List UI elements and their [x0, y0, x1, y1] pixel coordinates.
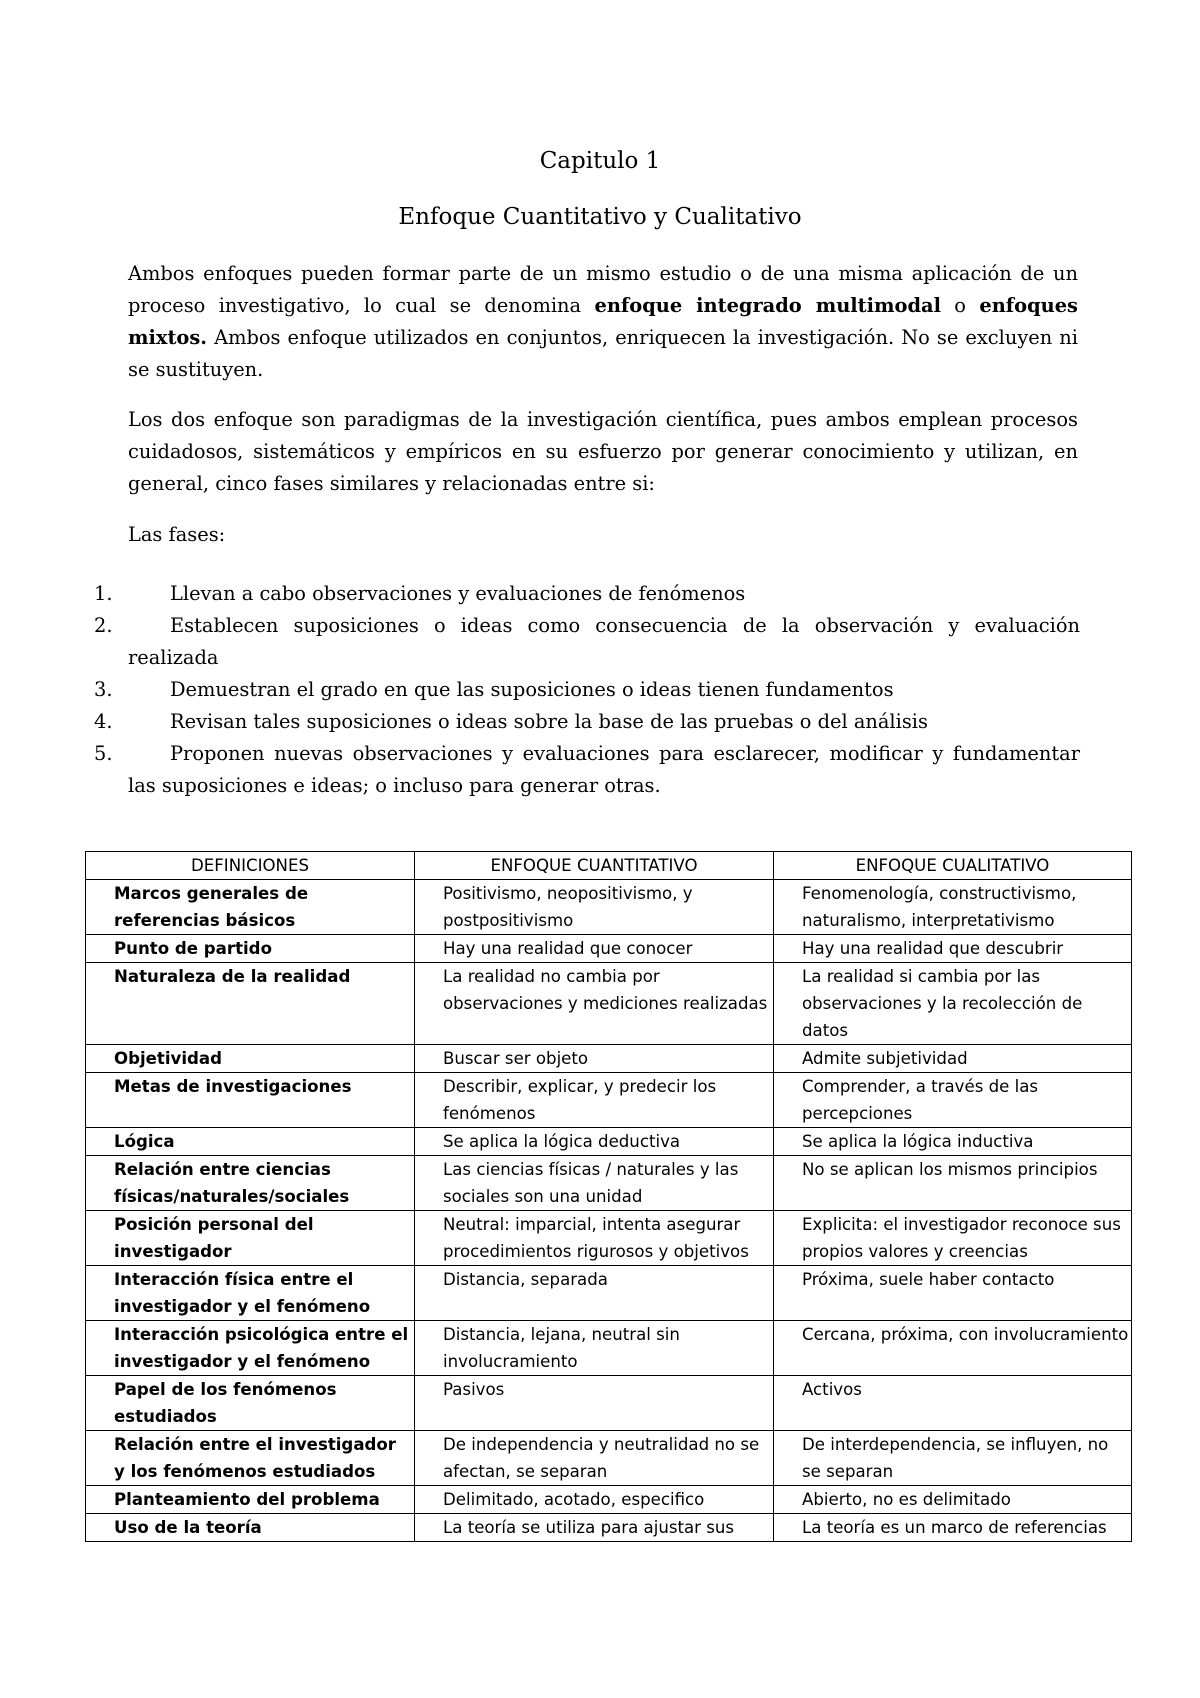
table-row	[86, 935, 1132, 963]
paradigms-paragraph: Los dos enfoque son paradigmas de la investigación científica, pues ambos emplean procesos cuidadosos, sistemáticos y empíricos en su esfuerzo por generar conocimiento y utilizan, en general, cinco fases similares y relacionadas entre si:	[128, 408, 1078, 495]
cell-definition: Objetividad	[86, 1045, 415, 1073]
cell-definition: Papel de los fenómenos estudiados	[86, 1376, 415, 1431]
header-cualitativo: ENFOQUE CUALITATIVO	[774, 852, 1132, 880]
comparison-table	[85, 851, 1132, 1542]
list-item-number: 2.	[94, 614, 113, 637]
intro-paragraph	[128, 258, 1078, 386]
cell-cualitativo: Se aplica la lógica inductiva	[774, 1128, 1132, 1156]
cell-definition: Lógica	[86, 1128, 415, 1156]
phases-label: Las fases:	[128, 523, 226, 546]
cell-definition: Metas de investigaciones	[86, 1073, 415, 1128]
intro-bold-2: enfoques mixtos.	[128, 294, 1078, 349]
section-subtitle: Enfoque Cuantitativo y Cualitativo	[398, 204, 802, 230]
cell-cuantitativo: Neutral: imparcial, intenta asegurar procedimientos rigurosos y objetivos	[415, 1211, 774, 1266]
list-item	[80, 674, 1080, 706]
list-item-text: Revisan tales suposiciones o ideas sobre la base de las pruebas o del análisis	[170, 710, 928, 733]
table-row	[86, 1431, 1132, 1486]
cell-cualitativo: No se aplican los mismos principios	[774, 1156, 1132, 1211]
cell-definition: Punto de partido	[86, 935, 415, 963]
cell-definition: Relación entre el investigador y los fenómenos estudiados	[86, 1431, 415, 1486]
cell-cuantitativo: Positivismo, neopositivismo, y postpositivismo	[415, 880, 774, 935]
cell-cuantitativo: De independencia y neutralidad no se afectan, se separan	[415, 1431, 774, 1486]
table-row	[86, 963, 1132, 1045]
cell-cuantitativo: Hay una realidad que conocer	[415, 935, 774, 963]
table-row	[86, 1266, 1132, 1321]
chapter-title: Capitulo 1	[539, 148, 661, 174]
cell-cuantitativo: Delimitado, acotado, especifico	[415, 1486, 774, 1514]
cell-cualitativo: Explicita: el investigador reconoce sus propios valores y creencias	[774, 1211, 1132, 1266]
cell-cualitativo: Fenomenología, constructivismo, naturalismo, interpretativismo	[774, 880, 1132, 935]
cell-cuantitativo: La realidad no cambia por observaciones y mediciones realizadas	[415, 963, 774, 1045]
cell-definition: Uso de la teoría	[86, 1514, 415, 1542]
cell-definition: Relación entre ciencias físicas/naturales/sociales	[86, 1156, 415, 1211]
cell-cuantitativo: Describir, explicar, y predecir los fenómenos	[415, 1073, 774, 1128]
intro-bold-1: enfoque integrado multimodal	[594, 294, 941, 317]
cell-definition: Planteamiento del problema	[86, 1486, 415, 1514]
cell-definition: Posición personal del investigador	[86, 1211, 415, 1266]
cell-cualitativo: Admite subjetividad	[774, 1045, 1132, 1073]
list-item-number: 3.	[94, 678, 113, 701]
table-row	[86, 1045, 1132, 1073]
table-row	[86, 1486, 1132, 1514]
cell-cuantitativo: La teoría se utiliza para ajustar sus	[415, 1514, 774, 1542]
cell-cualitativo: De interdependencia, se influyen, no se separan	[774, 1431, 1132, 1486]
cell-cualitativo: Hay una realidad que descubrir	[774, 935, 1132, 963]
cell-cuantitativo: Buscar ser objeto	[415, 1045, 774, 1073]
cell-cualitativo: Activos	[774, 1376, 1132, 1431]
cell-cualitativo: Abierto, no es delimitado	[774, 1486, 1132, 1514]
cell-cuantitativo: Las ciencias físicas / naturales y las sociales son una unidad	[415, 1156, 774, 1211]
list-item-text: Llevan a cabo observaciones y evaluaciones de fenómenos	[170, 582, 746, 605]
list-item-number: 4.	[94, 710, 113, 733]
intro-text-1: Ambos enfoques pueden formar parte de un mismo estudio o de una misma aplicación de un proceso investigativo, lo cual se denomina	[128, 262, 1078, 317]
table-row	[86, 1156, 1132, 1211]
cell-cuantitativo: Se aplica la lógica deductiva	[415, 1128, 774, 1156]
header-definiciones: DEFINICIONES	[86, 852, 415, 880]
header-cuantitativo: ENFOQUE CUANTITATIVO	[415, 852, 774, 880]
intro-text-2: o	[940, 294, 980, 317]
cell-cuantitativo: Pasivos	[415, 1376, 774, 1431]
cell-definition: Naturaleza de la realidad	[86, 963, 415, 1045]
list-item	[80, 738, 1080, 802]
cell-cuantitativo: Distancia, lejana, neutral sin involucramiento	[415, 1321, 774, 1376]
cell-cualitativo: La teoría es un marco de referencias	[774, 1514, 1132, 1542]
table-row	[86, 880, 1132, 935]
cell-cualitativo: Próxima, suele haber contacto	[774, 1266, 1132, 1321]
table-row	[86, 1211, 1132, 1266]
list-item-text: Proponen nuevas observaciones y evaluaciones para esclarecer, modificar y fundamentar las suposiciones e ideas; o incluso para generar otras.	[128, 742, 1080, 797]
cell-definition: Interacción psicológica entre el investigador y el fenómeno	[86, 1321, 415, 1376]
list-item	[80, 706, 1080, 738]
list-item	[80, 578, 1080, 610]
list-item-number: 5.	[94, 742, 113, 765]
list-item-text: Demuestran el grado en que las suposiciones o ideas tienen fundamentos	[170, 678, 894, 701]
table-row	[86, 1073, 1132, 1128]
phases-list	[80, 578, 1080, 802]
cell-cualitativo: La realidad si cambia por las observaciones y la recolección de datos	[774, 963, 1132, 1045]
table-header-row	[86, 852, 1132, 880]
intro-text-3: Ambos enfoque utilizados en conjuntos, enriquecen la investigación. No se excluyen ni se sustituyen.	[128, 326, 1078, 381]
cell-cualitativo: Cercana, próxima, con involucramiento	[774, 1321, 1132, 1376]
table-row	[86, 1128, 1132, 1156]
table-row	[86, 1321, 1132, 1376]
cell-cuantitativo: Distancia, separada	[415, 1266, 774, 1321]
cell-cualitativo: Comprender, a través de las percepciones	[774, 1073, 1132, 1128]
cell-definition: Marcos generales de referencias básicos	[86, 880, 415, 935]
list-item	[80, 610, 1080, 674]
cell-definition: Interacción física entre el investigador y el fenómeno	[86, 1266, 415, 1321]
list-item-text: Establecen suposiciones o ideas como consecuencia de la observación y evaluación realizada	[128, 614, 1080, 669]
table-row	[86, 1514, 1132, 1542]
list-item-number: 1.	[94, 582, 113, 605]
table-row	[86, 1376, 1132, 1431]
